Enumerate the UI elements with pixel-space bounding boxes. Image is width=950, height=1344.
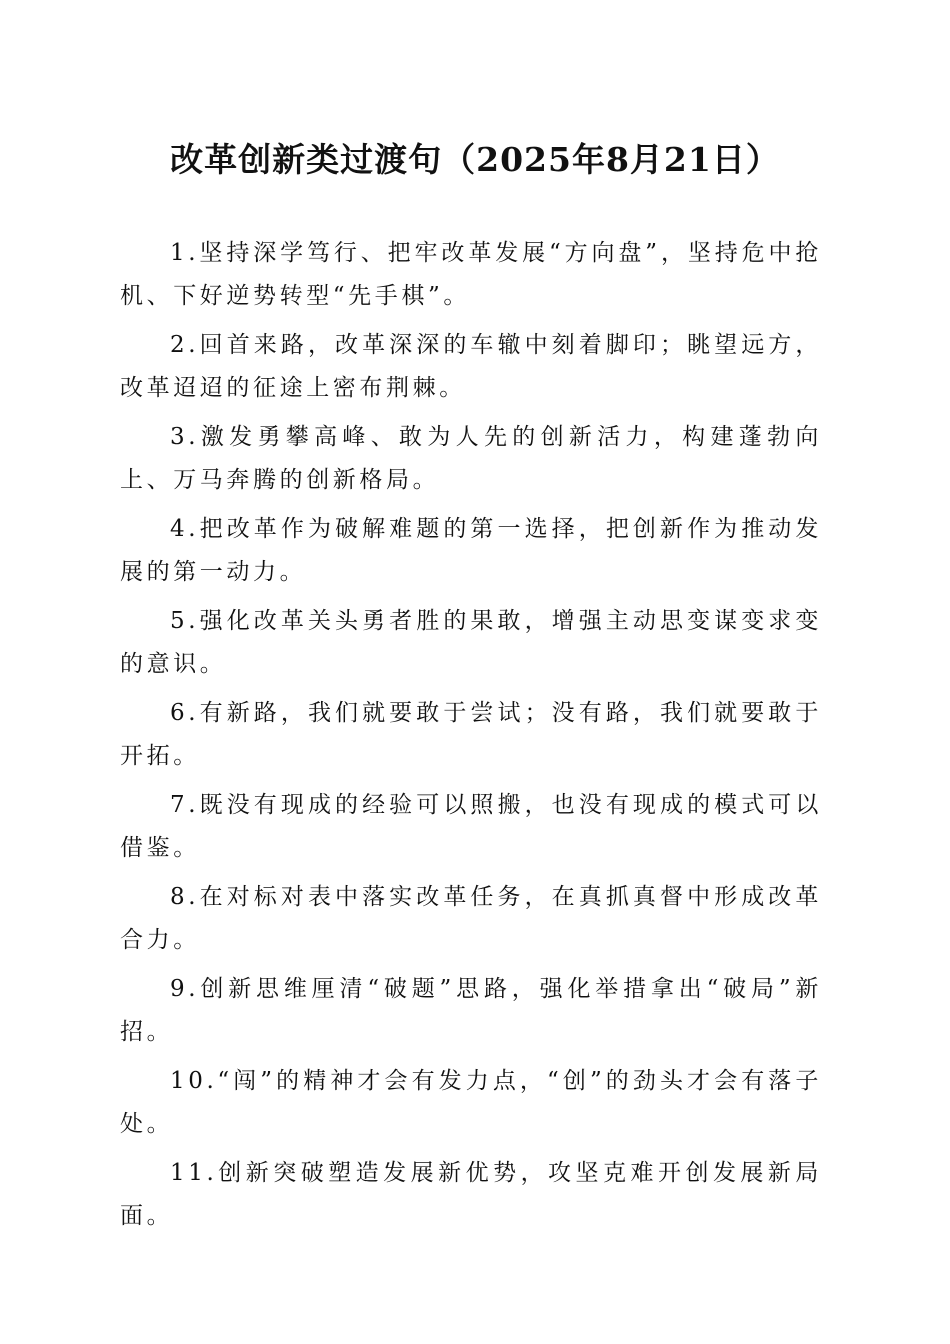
sentence-4: 4.把改革作为破解难题的第一选择，把创新作为推动发展的第一动力。 <box>120 516 822 585</box>
sentence-7: 7.既没有现成的经验可以照搬，也没有现成的模式可以借鉴。 <box>120 792 822 861</box>
sentence-9: 9.创新思维厘清“破题”思路，强化举措拿出“破局”新招。 <box>120 976 822 1045</box>
sentence-11: 11.创新突破塑造发展新优势，攻坚克难开创发展新局面。 <box>120 1160 822 1229</box>
sentence-10: 10.“闯”的精神才会有发力点，“创”的劲头才会有落子处。 <box>120 1068 822 1137</box>
page-title: 改革创新类过渡句（2025年8月21日） <box>170 140 780 179</box>
sentence-1: 1.坚持深学笃行、把牢改革发展“方向盘”，坚持危中抢机、下好逆势转型“先手棋”。 <box>120 240 822 309</box>
sentence-8: 8.在对标对表中落实改革任务，在真抓真督中形成改革合力。 <box>120 884 822 953</box>
sentence-6: 6.有新路，我们就要敢于尝试；没有路，我们就要敢于开拓。 <box>120 700 822 769</box>
sentence-2: 2.回首来路，改革深深的车辙中刻着脚印；眺望远方，改革迢迢的征途上密布荆棘。 <box>120 332 822 401</box>
sentence-3: 3.激发勇攀高峰、敢为人先的创新活力，构建蓬勃向上、万马奔腾的创新格局。 <box>120 424 822 493</box>
document-body <box>120 232 822 1244</box>
sentence-5: 5.强化改革关头勇者胜的果敢，增强主动思变谋变求变的意识。 <box>120 608 822 677</box>
